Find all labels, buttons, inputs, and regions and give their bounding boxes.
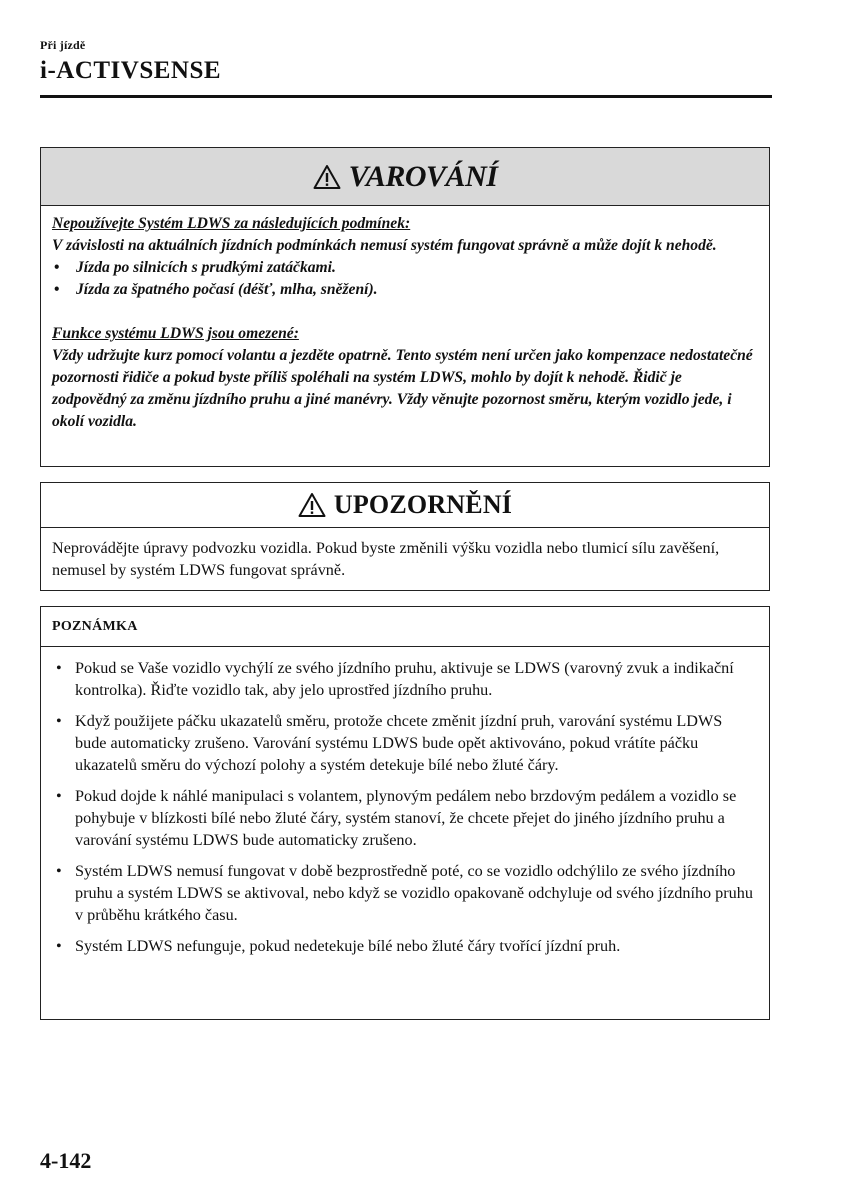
caution-box [40, 482, 770, 591]
note-title: POZNÁMKA [41, 607, 769, 647]
warning-list [52, 257, 759, 301]
warning-triangle-icon [313, 164, 341, 190]
list-item: • Systém LDWS nefunguje, pokud nedetekuje bílé nebo žluté čáry tvořící jízdní pruh. [52, 935, 757, 957]
warning-text-limits: Vždy udržujte kurz pomocí volantu a jezděte opatrně. Tento systém není určen jako kompenzace nedostatečné pozornosti řidiče a pokud byste příliš spoléhali na systém LDWS, mohlo by dojít k nehodě. Řidič je zodpovědný za změnu jízdního pruhu a jiné manévry. Vždy věnujte pozornost směru, kterým vozidlo jede, i okolí vozidla. [52, 347, 753, 430]
warning-header [41, 148, 769, 206]
section-label: Při jízdě [40, 38, 86, 52]
caution-header [41, 483, 769, 528]
header-rule [40, 95, 772, 98]
list-item: • Jízda po silnicích s prudkými zatáčkami. [52, 257, 759, 279]
warning-heading-limits: Funkce systému LDWS jsou omezené: [52, 325, 299, 342]
warning-triangle-icon [298, 492, 326, 518]
list-item: • Systém LDWS nemusí fungovat v době bezprostředně poté, co se vozidlo odchýlilo ze svého jízdního pruhu a systém LDWS se aktivoval, nebo když se vozidlo opakovaně odchyluje od svého jízdního pruhu v průběhu krátkého času. [52, 860, 757, 926]
warning-heading-conditions: Nepoužívejte Systém LDWS za následujících podmínek: [52, 215, 411, 232]
list-item: • Jízda za špatného počasí (déšť, mlha, sněžení). [52, 279, 759, 301]
note-box [40, 606, 770, 1020]
note-list [41, 647, 769, 957]
list-item: • Pokud dojde k náhlé manipulaci s volantem, plynovým pedálem nebo brzdovým pedálem a vozidlo se pohybuje v blízkosti bílé nebo žluté čáry, systém stanoví, že chcete přejet do jiného jízdního pruhu a varování systému LDWS bude automaticky zrušeno. [52, 785, 757, 851]
list-item: • Pokud se Vaše vozidlo vychýlí ze svého jízdního pruhu, aktivuje se LDWS (varovný zvuk a indikační kontrolka). Řiďte vozidlo tak, aby jelo uprostřed jízdního pruhu. [52, 657, 757, 701]
warning-body [41, 206, 769, 433]
warning-box [40, 147, 770, 467]
chapter-title: i-ACTIVSENSE [40, 57, 222, 84]
warning-title: VAROVÁNÍ [348, 159, 498, 193]
caution-text: Neprovádějte úpravy podvozku vozidla. Pokud byste změnili výšku vozidla nebo tlumicí sílu zavěšení, nemusel by systém LDWS fungovat správně. [52, 539, 720, 579]
list-item: • Když použijete páčku ukazatelů směru, protože chcete změnit jízdní pruh, varování systému LDWS bude automaticky zrušeno. Varování systému LDWS bude opět aktivováno, pokud vrátíte páčku ukazatelů směru do výchozí polohy a systém detekuje bílé nebo žluté čáry. [52, 710, 757, 776]
warning-text-conditions: V závislosti na aktuálních jízdních podmínkách nemusí systém fungovat správně a může dojít k nehodě. [52, 237, 717, 254]
page-number: 4-142 [40, 1148, 92, 1173]
caution-title: UPOZORNĚNÍ [333, 490, 513, 519]
